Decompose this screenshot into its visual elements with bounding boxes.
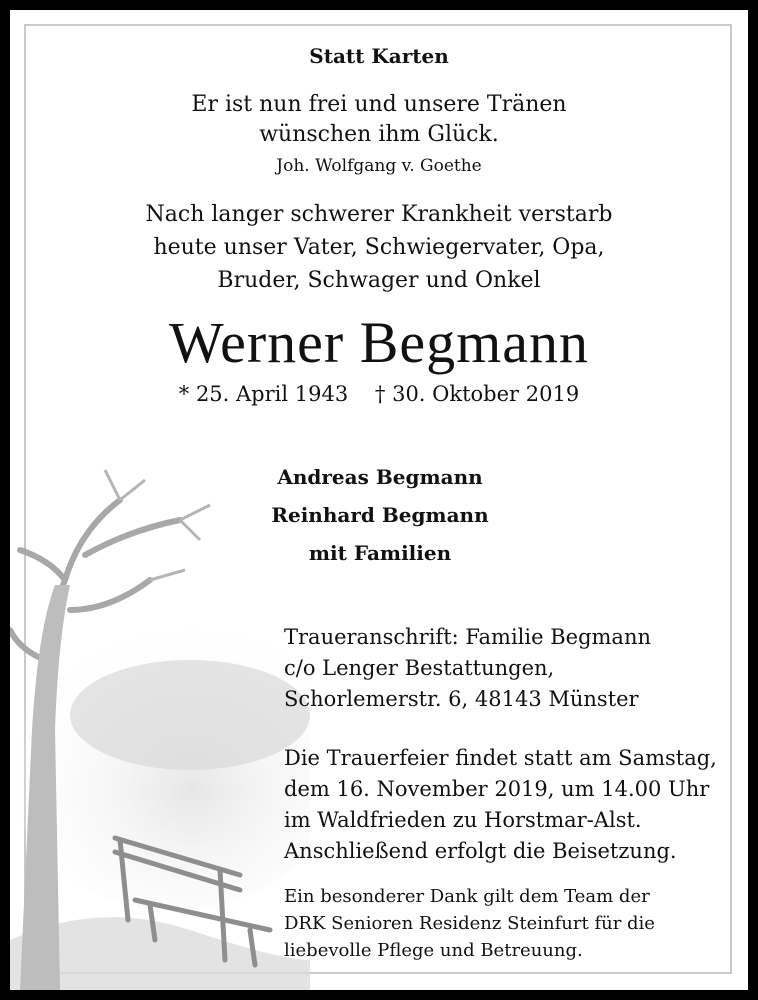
life-dates	[10, 382, 748, 406]
mourner-name: mit Familien	[308, 541, 452, 565]
thanks-note	[284, 883, 655, 964]
death-date: † 30. Oktober 2019	[374, 382, 580, 406]
thanks-line: Ein besonderer Dank gilt dem Team der	[284, 886, 650, 907]
address-line: c/o Lenger Bestattungen,	[284, 656, 555, 680]
header-statt-karten: Statt Karten	[309, 44, 449, 68]
intro-text	[10, 198, 748, 297]
address-line: Traueranschrift: Familie Begmann	[284, 625, 651, 649]
quote-line: Er ist nun frei und unsere Tränen	[191, 92, 567, 117]
intro-line: heute unser Vater, Schwiegervater, Opa,	[153, 235, 605, 260]
obituary-notice	[10, 10, 748, 990]
quote-author: Joh. Wolfgang v. Goethe	[276, 156, 482, 176]
birth-date: * 25. April 1943	[178, 382, 349, 406]
ceremony-line: dem 16. November 2019, um 14.00 Uhr	[284, 777, 710, 801]
intro-line: Nach langer schwerer Krankheit verstarb	[145, 202, 613, 227]
mourning-address	[284, 622, 651, 715]
mourner-name: Andreas Begmann	[277, 465, 483, 489]
ceremony-info	[284, 743, 717, 867]
thanks-line: DRK Senioren Residenz Steinfurt für die	[284, 913, 655, 934]
mourners	[230, 458, 530, 572]
mourner-name: Reinhard Begmann	[271, 503, 489, 527]
ceremony-line: im Waldfrieden zu Horstmar-Alst.	[284, 808, 642, 832]
ceremony-line: Die Trauerfeier findet statt am Samstag,	[284, 746, 717, 770]
address-line: Schorlemerstr. 6, 48143 Münster	[284, 687, 639, 711]
quote	[10, 90, 748, 150]
ceremony-line: Anschließend erfolgt die Beisetzung.	[284, 839, 677, 863]
intro-line: Bruder, Schwager und Onkel	[217, 268, 541, 293]
quote-line: wünschen ihm Glück.	[259, 122, 499, 147]
thanks-line: liebevolle Pflege und Betreuung.	[284, 940, 583, 961]
deceased-name: Werner Begmann	[169, 310, 589, 375]
